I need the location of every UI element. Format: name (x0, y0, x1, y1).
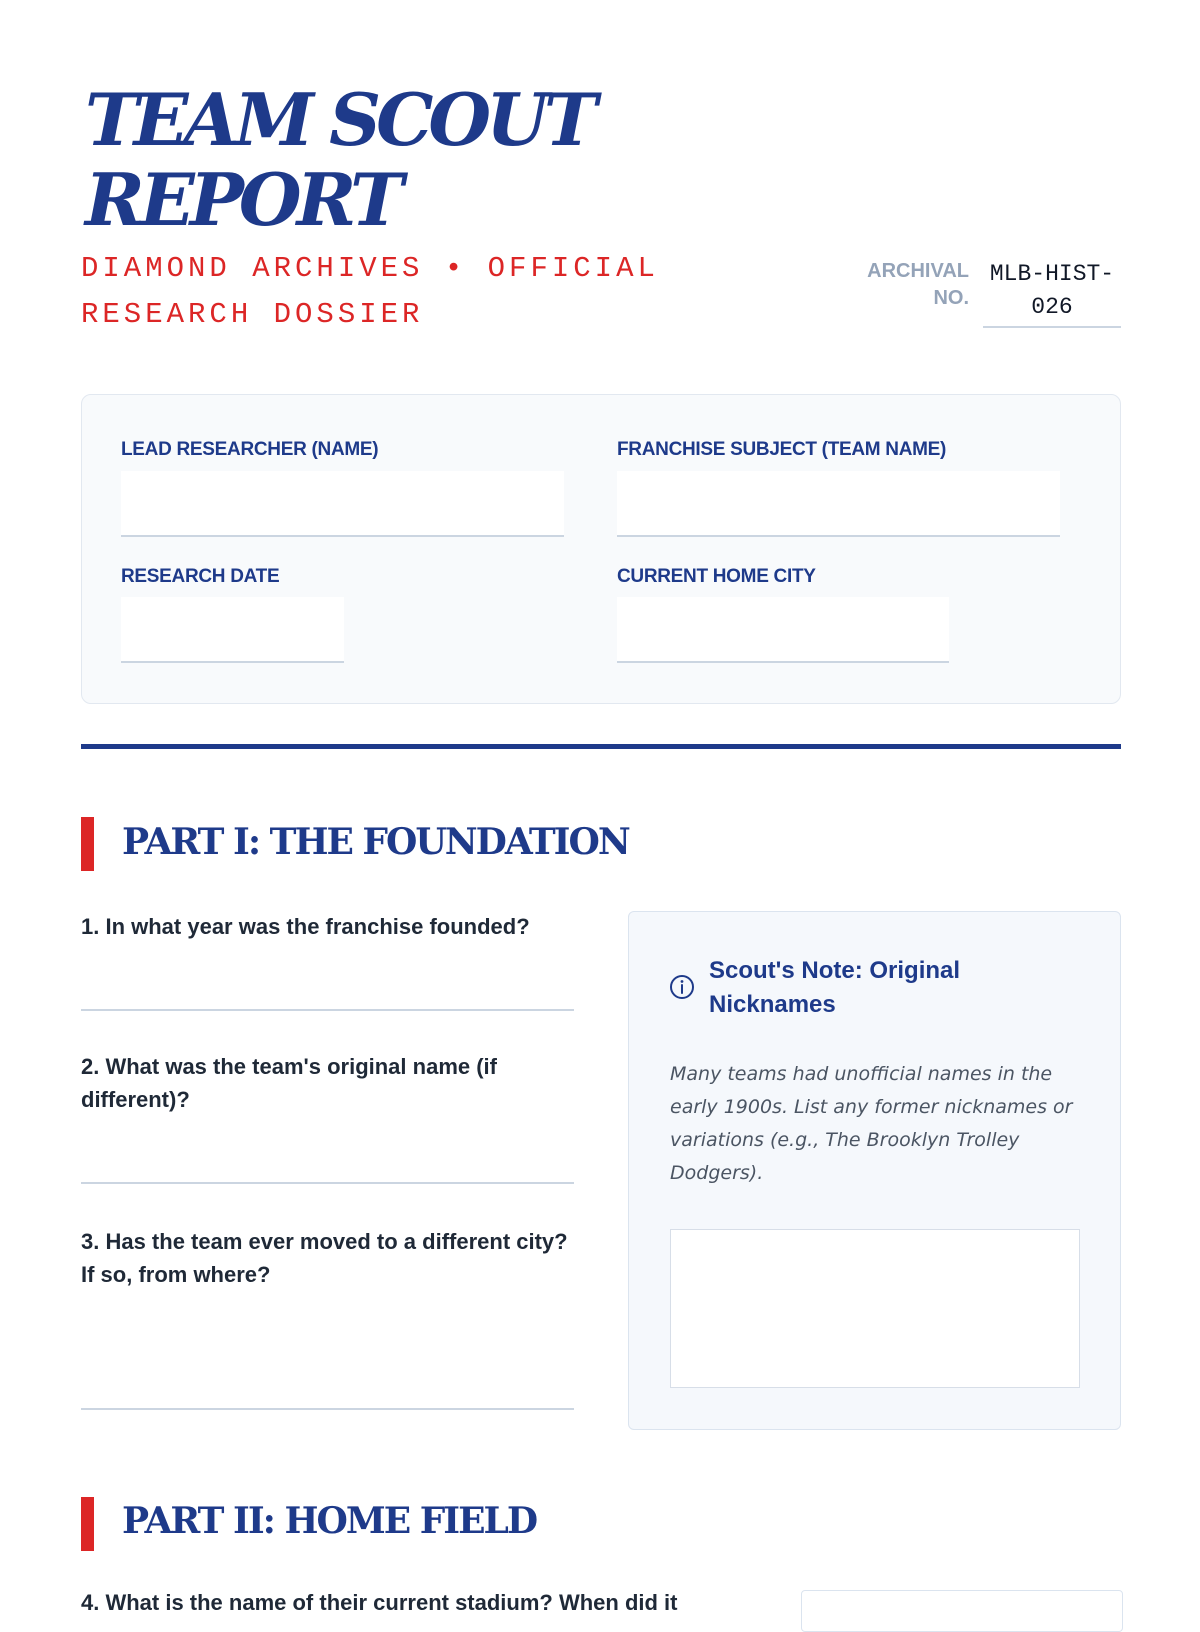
research-date-label: RESEARCH DATE (121, 566, 280, 587)
report-title: TEAM SCOUT REPORT (85, 77, 593, 242)
stadium-note-box (801, 1590, 1123, 1632)
section-accent-bar (81, 1497, 94, 1551)
question-2: 2. What was the team's original name (if different)? (81, 1054, 497, 1112)
scout-note-box (628, 911, 1121, 1430)
research-date-input[interactable] (121, 597, 344, 663)
archival-value[interactable]: MLB-HIST-026 (983, 258, 1121, 328)
report-subtitle: DIAMOND ARCHIVES • OFFICIAL RESEARCH DOSSIER (81, 252, 659, 331)
question-4: 4. What is the name of their current stadium? When did it (81, 1590, 678, 1615)
info-icon (669, 974, 695, 1000)
answer-line-2[interactable] (81, 1182, 574, 1184)
lead-researcher-label: LEAD RESEARCHER (NAME) (121, 439, 379, 460)
section-divider (81, 744, 1121, 749)
part1-title: PART I: THE FOUNDATION (122, 821, 629, 863)
home-city-label: CURRENT HOME CITY (617, 566, 816, 587)
franchise-subject-input[interactable] (617, 471, 1060, 537)
scout-note-text: Many teams had unofficial names in the early 1900s. List any former nicknames or variations (e.g., The Brooklyn Trolley Dodgers). (670, 1063, 1073, 1184)
franchise-subject-label: FRANCHISE SUBJECT (TEAM NAME) (617, 439, 947, 460)
answer-line-3[interactable] (81, 1408, 574, 1410)
researcher-info-card (81, 394, 1121, 704)
archival-number (859, 258, 1121, 328)
section-accent-bar (81, 817, 94, 871)
question-1: 1. In what year was the franchise founded? (81, 914, 530, 939)
archival-label: ARCHIVAL NO. (867, 260, 969, 309)
scout-note-title: Scout's Note: Original Nicknames (709, 957, 961, 1018)
lead-researcher-input[interactable] (121, 471, 564, 537)
nicknames-textarea[interactable] (670, 1229, 1080, 1388)
home-city-input[interactable] (617, 597, 949, 663)
part2-title: PART II: HOME FIELD (122, 1500, 537, 1542)
question-3: 3. Has the team ever moved to a different city? If so, from where? (81, 1229, 568, 1287)
answer-line-1[interactable] (81, 1009, 574, 1011)
